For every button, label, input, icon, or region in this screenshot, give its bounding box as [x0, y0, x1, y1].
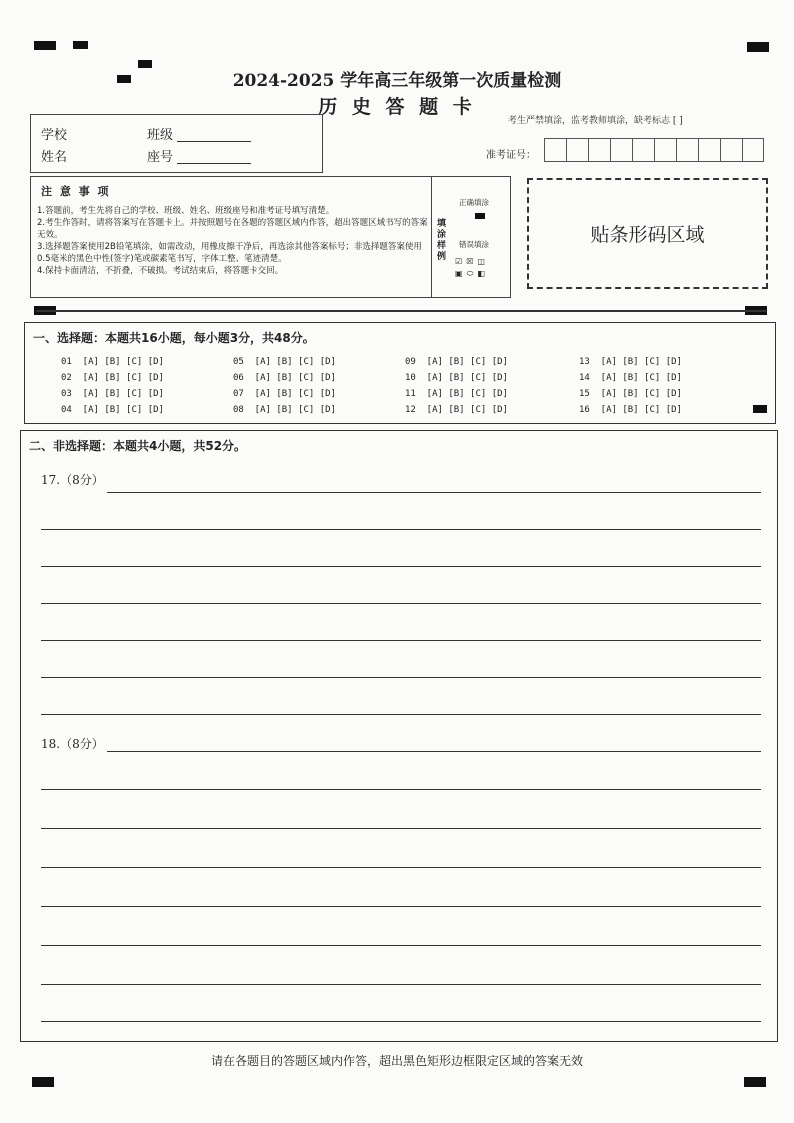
answer-line[interactable] [41, 1021, 761, 1022]
question-18-label: 18.（8分） [41, 737, 104, 751]
answer-line[interactable] [41, 714, 761, 715]
registration-mark [744, 1077, 766, 1087]
correct-fill-label: 正确填涂 [459, 198, 489, 207]
name-label: 姓名 [41, 150, 68, 165]
notice-title: 注 意 事 项 [41, 185, 111, 198]
multiple-choice-section [24, 322, 776, 424]
mc-question[interactable]: 15 [A] [B] [C] [D] [579, 389, 682, 399]
page-title: 2024-2025 学年高三年级第一次质量检测 [232, 71, 562, 91]
barcode-area [527, 178, 768, 289]
wrong-fill-label: 错误填涂 [459, 240, 489, 249]
seat-label: 座号 [147, 150, 174, 165]
answer-line[interactable] [41, 640, 761, 641]
mc-question[interactable]: 11 [A] [B] [C] [D] [405, 389, 508, 399]
answer-line[interactable] [41, 566, 761, 567]
exam-id-digit-box[interactable] [742, 138, 764, 162]
mc-question[interactable]: 05 [A] [B] [C] [D] [233, 357, 336, 367]
answer-line[interactable] [107, 492, 761, 493]
page-subtitle: 历 史 答 题 卡 [318, 96, 476, 118]
exam-id-digit-box[interactable] [676, 138, 698, 162]
mc-question[interactable]: 04 [A] [B] [C] [D] [61, 405, 164, 415]
school-label: 学校 [41, 128, 68, 143]
registration-mark [73, 41, 88, 49]
exam-id-digit-box[interactable] [610, 138, 632, 162]
exam-id-digit-box[interactable] [588, 138, 610, 162]
exam-id-digit-box[interactable] [632, 138, 654, 162]
seat-field[interactable] [177, 162, 251, 164]
barcode-label: 贴条形码区域 [590, 224, 705, 246]
divider [431, 177, 432, 297]
correct-fill-mark [475, 213, 485, 219]
answer-line[interactable] [41, 789, 761, 790]
mc-question[interactable]: 07 [A] [B] [C] [D] [233, 389, 336, 399]
oval-icon: ⬭ [466, 269, 474, 278]
notice-item: 2.考生作答时，请将答案写在答题卡上。并按照题号在各题的答题区域内作答，超出答题区域书写的答案无效。 [37, 218, 428, 240]
answer-line[interactable] [41, 677, 761, 678]
notice-item: 1.答题前，考生先将自己的学校、班级、姓名、班级座号和准考证号填写清楚。 [37, 206, 335, 216]
exam-id-boxes[interactable] [544, 138, 764, 162]
mc-question[interactable]: 12 [A] [B] [C] [D] [405, 405, 508, 415]
mc-question[interactable]: 08 [A] [B] [C] [D] [233, 405, 336, 415]
answer-line[interactable] [41, 984, 761, 985]
question-17-label: 17.（8分） [41, 473, 104, 487]
class-field[interactable] [177, 140, 251, 142]
exam-id-digit-box[interactable] [698, 138, 720, 162]
divider [36, 310, 766, 312]
notice-item: 3.选择题答案使用2B铅笔填涂，如需改动，用橡皮擦干净后，再选涂其他答案标号；非选择题答案使用0.5毫米的黑色中性(签字)笔或碳素笔书写，字体工整、笔迹清楚。 [37, 242, 422, 264]
free-response-section [20, 430, 778, 1042]
mc-question[interactable]: 01 [A] [B] [C] [D] [61, 357, 164, 367]
wrong-fill-examples [455, 269, 485, 279]
registration-mark [747, 42, 769, 52]
answer-line[interactable] [41, 945, 761, 946]
answer-line[interactable] [41, 828, 761, 829]
mc-question[interactable]: 10 [A] [B] [C] [D] [405, 373, 508, 383]
fill-example-label: 填涂样例 [437, 219, 447, 262]
answer-line[interactable] [41, 603, 761, 604]
notice-item: 4.保持卡面清洁，不折叠，不破损。考试结束后，将答题卡交回。 [37, 266, 284, 276]
exam-id-digit-box[interactable] [566, 138, 588, 162]
partial-icon: ◫ [477, 257, 485, 266]
wrong-fill-examples [455, 257, 485, 266]
answer-line[interactable] [107, 751, 761, 752]
cross-icon: ☒ [466, 257, 474, 266]
exam-id-digit-box[interactable] [720, 138, 742, 162]
footer-notice: 请在各题目的答题区域内作答，超出黑色矩形边框限定区域的答案无效 [210, 1054, 583, 1068]
mc-question[interactable]: 09 [A] [B] [C] [D] [405, 357, 508, 367]
mc-question[interactable]: 03 [A] [B] [C] [D] [61, 389, 164, 399]
mc-question[interactable]: 13 [A] [B] [C] [D] [579, 357, 682, 367]
registration-mark [34, 41, 56, 50]
answer-line[interactable] [41, 867, 761, 868]
registration-mark [32, 1077, 54, 1087]
answer-line[interactable] [41, 906, 761, 907]
mc-question[interactable]: 14 [A] [B] [C] [D] [579, 373, 682, 383]
answer-line[interactable] [41, 529, 761, 530]
mc-question[interactable]: 16 [A] [B] [C] [D] [579, 405, 682, 415]
notice-box [30, 176, 511, 298]
check-icon: ☑ [455, 257, 463, 266]
mc-question[interactable]: 02 [A] [B] [C] [D] [61, 373, 164, 383]
half-icon: ◧ [477, 269, 485, 278]
exam-id-digit-box[interactable] [544, 138, 566, 162]
section-title: 一、选择题：本题共16小题，每小题3分，共48分。 [33, 331, 315, 345]
student-info-box [30, 114, 323, 173]
filled-dot-icon: ▣ [455, 269, 463, 278]
absent-notice: 考生严禁填涂，监考教师填涂，缺考标志 [ ] [508, 116, 683, 126]
notice-list [37, 205, 433, 277]
class-label: 班级 [147, 128, 174, 143]
exam-id-digit-box[interactable] [654, 138, 676, 162]
section-title: 二、非选择题：本题共4小题，共52分。 [29, 439, 247, 453]
mc-question[interactable]: 06 [A] [B] [C] [D] [233, 373, 336, 383]
exam-id-label: 准考证号： [486, 150, 536, 161]
